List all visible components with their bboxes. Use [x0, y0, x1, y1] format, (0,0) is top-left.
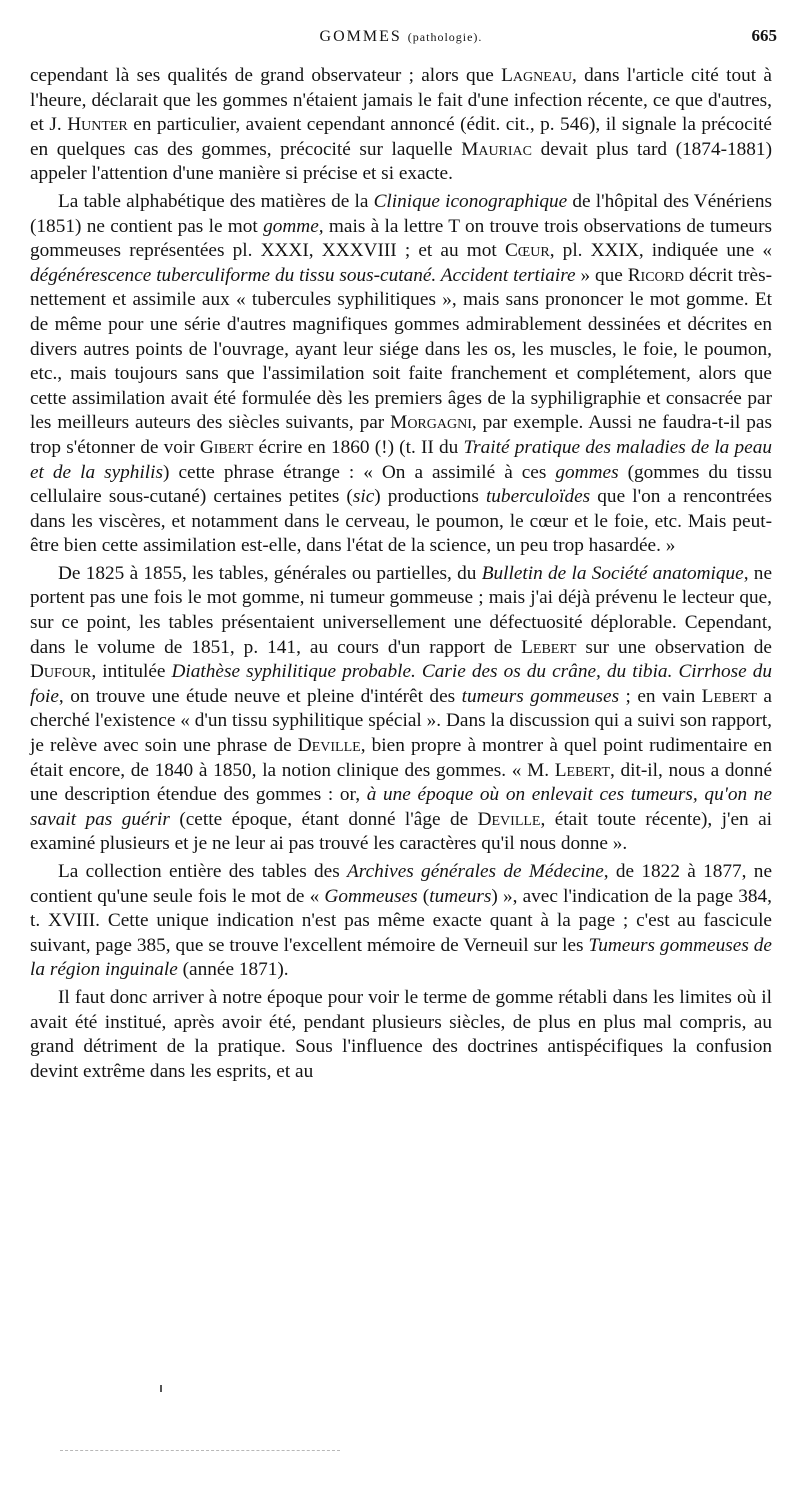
ink-speck	[160, 1385, 162, 1392]
text-run: , dit-il, nous a donné une description étendue des gommes : or,	[30, 759, 773, 806]
text-run: , intitulée	[91, 661, 172, 683]
author-name: Deville	[297, 735, 361, 757]
italic-text: Tumeurs gommeuses de la région inguinale	[30, 934, 772, 981]
text-run: écrire en 1860 (!) (t. II du	[253, 436, 464, 458]
italic-text: tumeurs gommeuses	[461, 685, 620, 707]
text-run: » que	[575, 264, 628, 286]
text-run: , ne portent pas une fois le mot gomme, ni tumeur gommeuse ; mais j'ai déjà prévenu le lecteur que, sur ce point, les tables présentaient universellement une défectuosité déplorable. Cependant, dans le volume de 1851, p. 141, au cours d'un rapport de	[30, 562, 773, 658]
author-name: Morgagni	[390, 412, 472, 434]
author-name: Mauriac	[461, 138, 533, 160]
italic-text: gomme,	[263, 215, 324, 237]
running-header	[30, 26, 777, 54]
author-name: Deville	[477, 808, 541, 830]
italic-text: Archives générales de Médecine	[347, 861, 604, 882]
paragraph	[30, 64, 772, 187]
italic-text: Bulletin de la Société anatomique	[481, 562, 744, 584]
text-run: cependant là ses qualités de grand observateur ; alors que	[30, 65, 502, 86]
italic-text: Traité pratique des maladies de la peau et de la syphilis	[30, 436, 772, 483]
author-name: Ricord	[627, 264, 685, 286]
text-run: devait plus tard (1874-1881) appeler l'attention d'une manière si précise et si exacte.	[30, 138, 772, 185]
text-run: mais à la lettre T on trouve trois observations de tumeurs gommeuses représentées pl. XXXI, XXXVIII ; et au mot	[30, 215, 773, 262]
text-run: , de 1822 à 1877, ne contient qu'une seule fois le mot de «	[30, 861, 773, 907]
text-run: De 1825 à 1855, les tables, générales ou partielles, du	[58, 562, 482, 584]
text-run: La collection entière des tables des	[58, 861, 348, 882]
paragraph	[30, 562, 772, 857]
text-run: ) », avec l'indication de la page 384, t. XVIII. Cette unique indication n'est pas même exacte quant à la page ; c'est au fascicule suivant, page 385, que se trouve l'excellent mémoire de Verneuil sur les	[30, 885, 772, 956]
italic-text: gommes	[555, 461, 619, 483]
body-text	[30, 64, 772, 1087]
text-run: décrit très-nettement et assimile aux « tubercules syphilitiques », mais sans prononcer le mot gomme. Et de même pour une série d'autres magnifiques gommes admirablement dessinées et décrites en divers autres points de l'ouvrage, ayant leur siége dans les os, les muscles, le foie, le poumon, etc., mais toujours sans que l'assimilation soit faite franchement et complétement, alors que cette assimilation avait été formulée dès les premiers âges de la syphiligraphie et consacrée par les meilleurs auteurs des siècles suivants, par	[30, 264, 773, 434]
text-run: , bien propre à montrer à quel point rudimentaire en était encore, de 1840 à 1850, la notion clinique des gommes. « M.	[30, 735, 772, 781]
italic-text: à une époque où on enlevait ces tumeurs, qu'on ne savait pas guérir	[30, 784, 772, 830]
text-run: ) productions	[374, 486, 486, 508]
text-run: Il faut donc arriver à notre époque pour voir le terme de gomme rétabli dans les limites où il avait été institué, après avoir été, pendant plusieurs siècles, de plus en plus mal compris, au grand détriment de la pratique. Sous l'influence des doctrines antispécifiques la confusion devint extrême dans les esprits, et au	[30, 986, 772, 1082]
text-run: a cherché l'existence « d'un tissu syphilitique spécial ». Dans la discussion qui a suivi son rapport, je relève avec soin une phrase de	[30, 685, 772, 757]
text-run: en particulier, avaient cependant annoncé (édit. cit., p. 546), il signale la précocité en quelques cas des gommes, précocité sur laquelle	[30, 114, 772, 160]
text-run: (année 1871).	[177, 959, 289, 981]
author-name: Lagneau	[501, 65, 573, 86]
paragraph	[30, 986, 772, 1084]
author-name: Hunter	[67, 114, 128, 136]
italic-text: tumeurs	[429, 885, 492, 907]
text-run: (gommes du tissu cellulaire sous-cutané) certaines petites (	[30, 461, 772, 508]
page-number: 665	[751, 26, 777, 45]
author-name: Lebert	[521, 636, 577, 658]
italic-text: Diathèse syphilitique probable. Carie des os du crâne, du tibia. Cirrhose du foie	[30, 661, 772, 707]
italic-text: tuberculoïdes	[485, 486, 591, 508]
text-run: La table alphabétique des matières de la	[58, 190, 374, 212]
text-run: que l'on a rencontrées dans les viscères, et notamment dans le cerveau, le poumon, le cœur et le foie, etc. Mais peut-être bien cette assimilation est-elle, dans l'état de la science, un peu trop hasardée. »	[30, 486, 772, 557]
running-title-sub: (pathologie).	[407, 30, 483, 44]
text-run: ) cette phrase étrange : « On a assimilé à ces	[163, 461, 556, 483]
text-run: , dans l'article cité tout à l'heure, déclarait que les gommes n'étaient jamais le fait d'une infection récente, ce que d'autres, et J.	[30, 65, 772, 136]
running-title-main: GOMMES	[319, 28, 402, 45]
text-run: , était toute récente), j'en ai examiné plusieurs et je ne leur ai pas trouvé les caractères qu'il nous donne ».	[30, 808, 773, 855]
bottom-print-trace	[60, 1450, 340, 1451]
text-run: ; en vain	[619, 685, 702, 707]
text-run: de l'hôpital des Vénériens (1851) ne contient pas le mot	[30, 190, 772, 237]
author-name: Dufour	[30, 661, 92, 683]
italic-text: Gommeuses	[324, 885, 418, 907]
author-name: Lebert	[701, 685, 757, 707]
paragraph	[30, 860, 772, 983]
text-run: (	[417, 885, 430, 907]
italic-text: sic	[352, 486, 375, 508]
italic-text: Clinique iconographique	[373, 190, 568, 212]
text-run: , par exemple. Aussi ne faudra-t-il pas trop s'étonner de voir	[30, 412, 772, 458]
author-name: Cœur	[504, 240, 550, 262]
author-name: Gibert	[199, 436, 254, 458]
italic-text: dégénérescence tuberculiforme du tissu sous-cutané. Accident tertiaire	[30, 264, 576, 286]
text-run: (cette époque, étant donné l'âge de	[169, 808, 478, 830]
author-name: Lebert	[554, 759, 611, 781]
text-run: , pl. XXIX, indiquée une «	[549, 240, 772, 262]
text-run: sur une observation de	[576, 636, 772, 658]
running-title	[30, 28, 772, 46]
text-run: , on trouve une étude neuve et pleine d'intérêt des	[58, 685, 462, 707]
paragraph	[30, 190, 772, 559]
